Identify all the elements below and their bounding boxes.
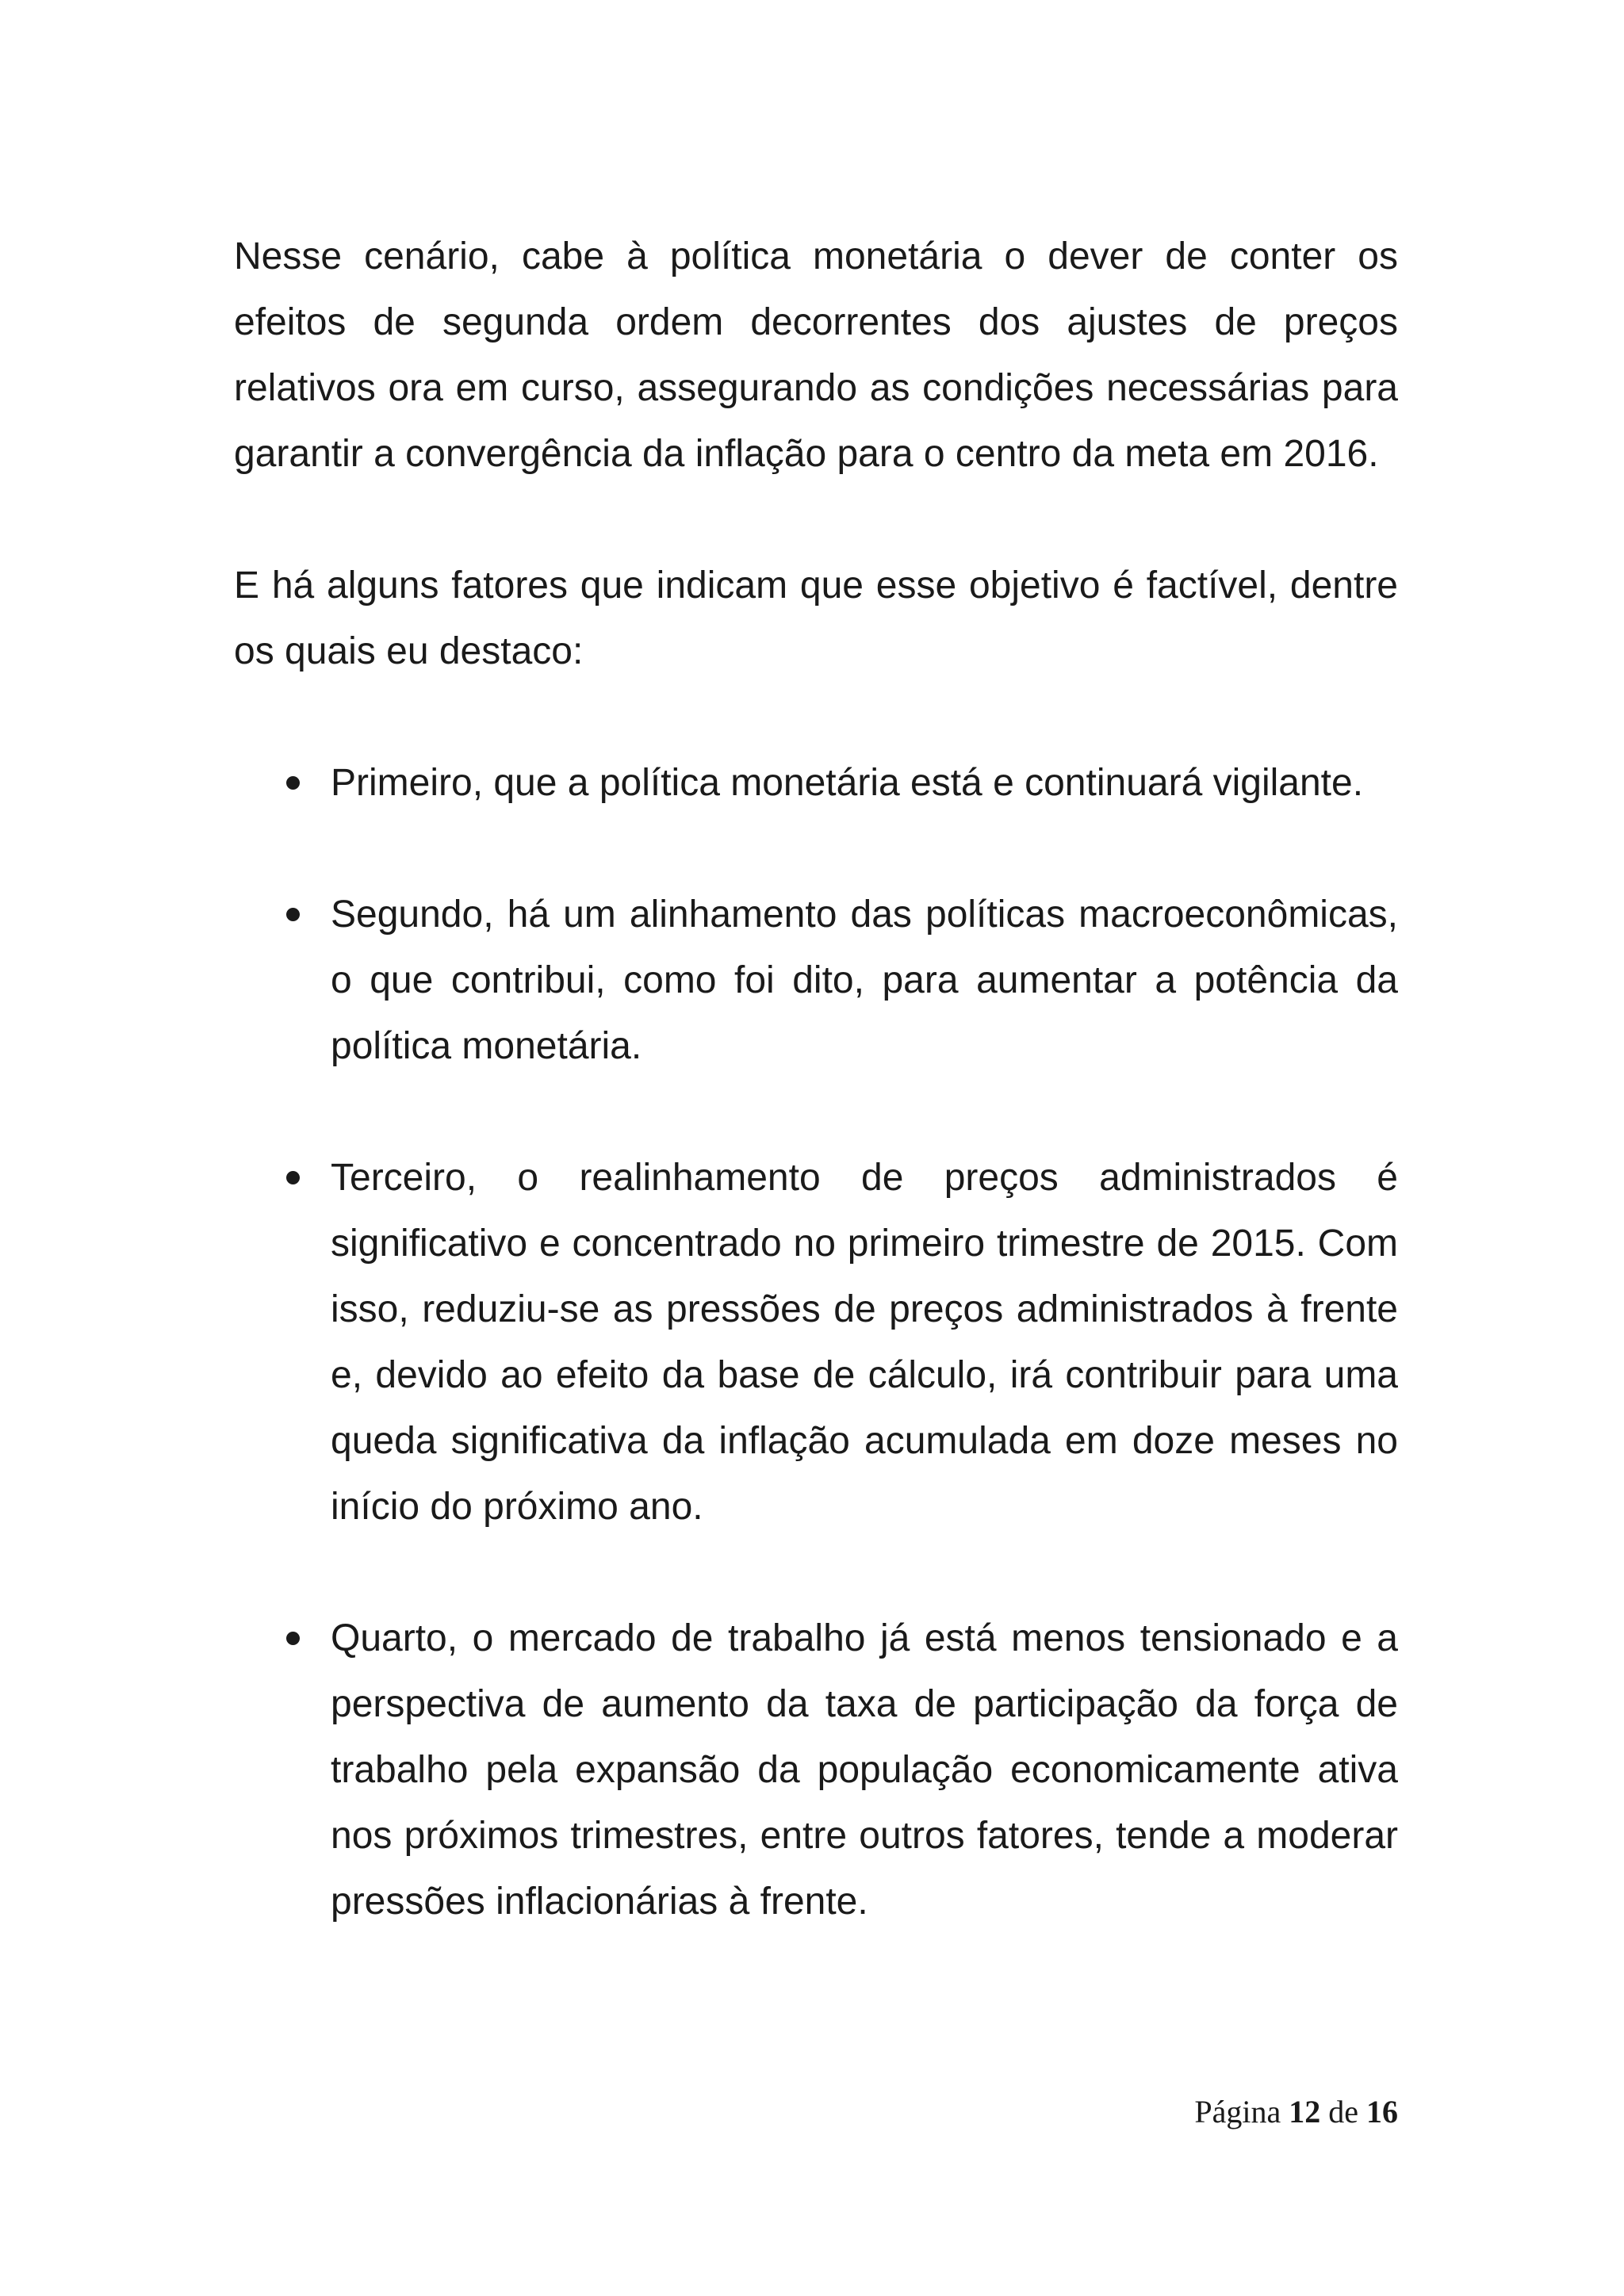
bullet-icon [286, 1632, 300, 1645]
of-label: de [1328, 2094, 1358, 2130]
bullet-icon [286, 908, 300, 921]
paragraph: E há alguns fatores que indicam que esse objetivo é factível, dentre os quais eu destaco: [234, 564, 1398, 672]
list-item [234, 750, 1398, 816]
bullet-icon [286, 776, 300, 790]
list-item-text: Quarto, o mercado de trabalho já está menos tensionado e a perspectiva de aumento da taxa de participação da força de trabalho pela expansão da população economicamente ativa nos próximos trimestres, entre outros fatores, tende a moderar pressões inflacionárias à frente. [331, 1617, 1398, 1923]
current-page-number: 12 [1289, 2094, 1321, 2130]
page-footer [1194, 2093, 1398, 2131]
paragraph: Nesse cenário, cabe à política monetária o dever de conter os efeitos de segunda ordem decorrentes dos ajustes de preços relativos ora em curso, assegurando as condições necessárias para garantir a convergência da inflação para o centro da meta em 2016. [234, 235, 1398, 475]
bullet-icon [286, 1171, 300, 1184]
list-item-text: Primeiro, que a política monetária está e continuará vigilante. [331, 762, 1364, 804]
page-label: Página [1194, 2094, 1281, 2130]
page-body [234, 224, 1398, 1934]
bullet-list [234, 750, 1398, 1934]
list-item [234, 1605, 1398, 1934]
list-item-text: Segundo, há um alinhamento das políticas macroeconômicas, o que contribui, como foi dito, para aumentar a potência da política monetária. [331, 894, 1398, 1067]
list-item-text: Terceiro, o realinhamento de preços administrados é significativo e concentrado no primeiro trimestre de 2015. Com isso, reduziu-se as pressões de preços administrados à frente e, devido ao efeito da base de cálculo, irá contribuir para uma queda significativa da inflação acumulada em doze meses no início do próximo ano. [331, 1157, 1398, 1528]
list-item [234, 1145, 1398, 1540]
total-pages-number: 16 [1366, 2094, 1398, 2130]
list-item [234, 882, 1398, 1079]
